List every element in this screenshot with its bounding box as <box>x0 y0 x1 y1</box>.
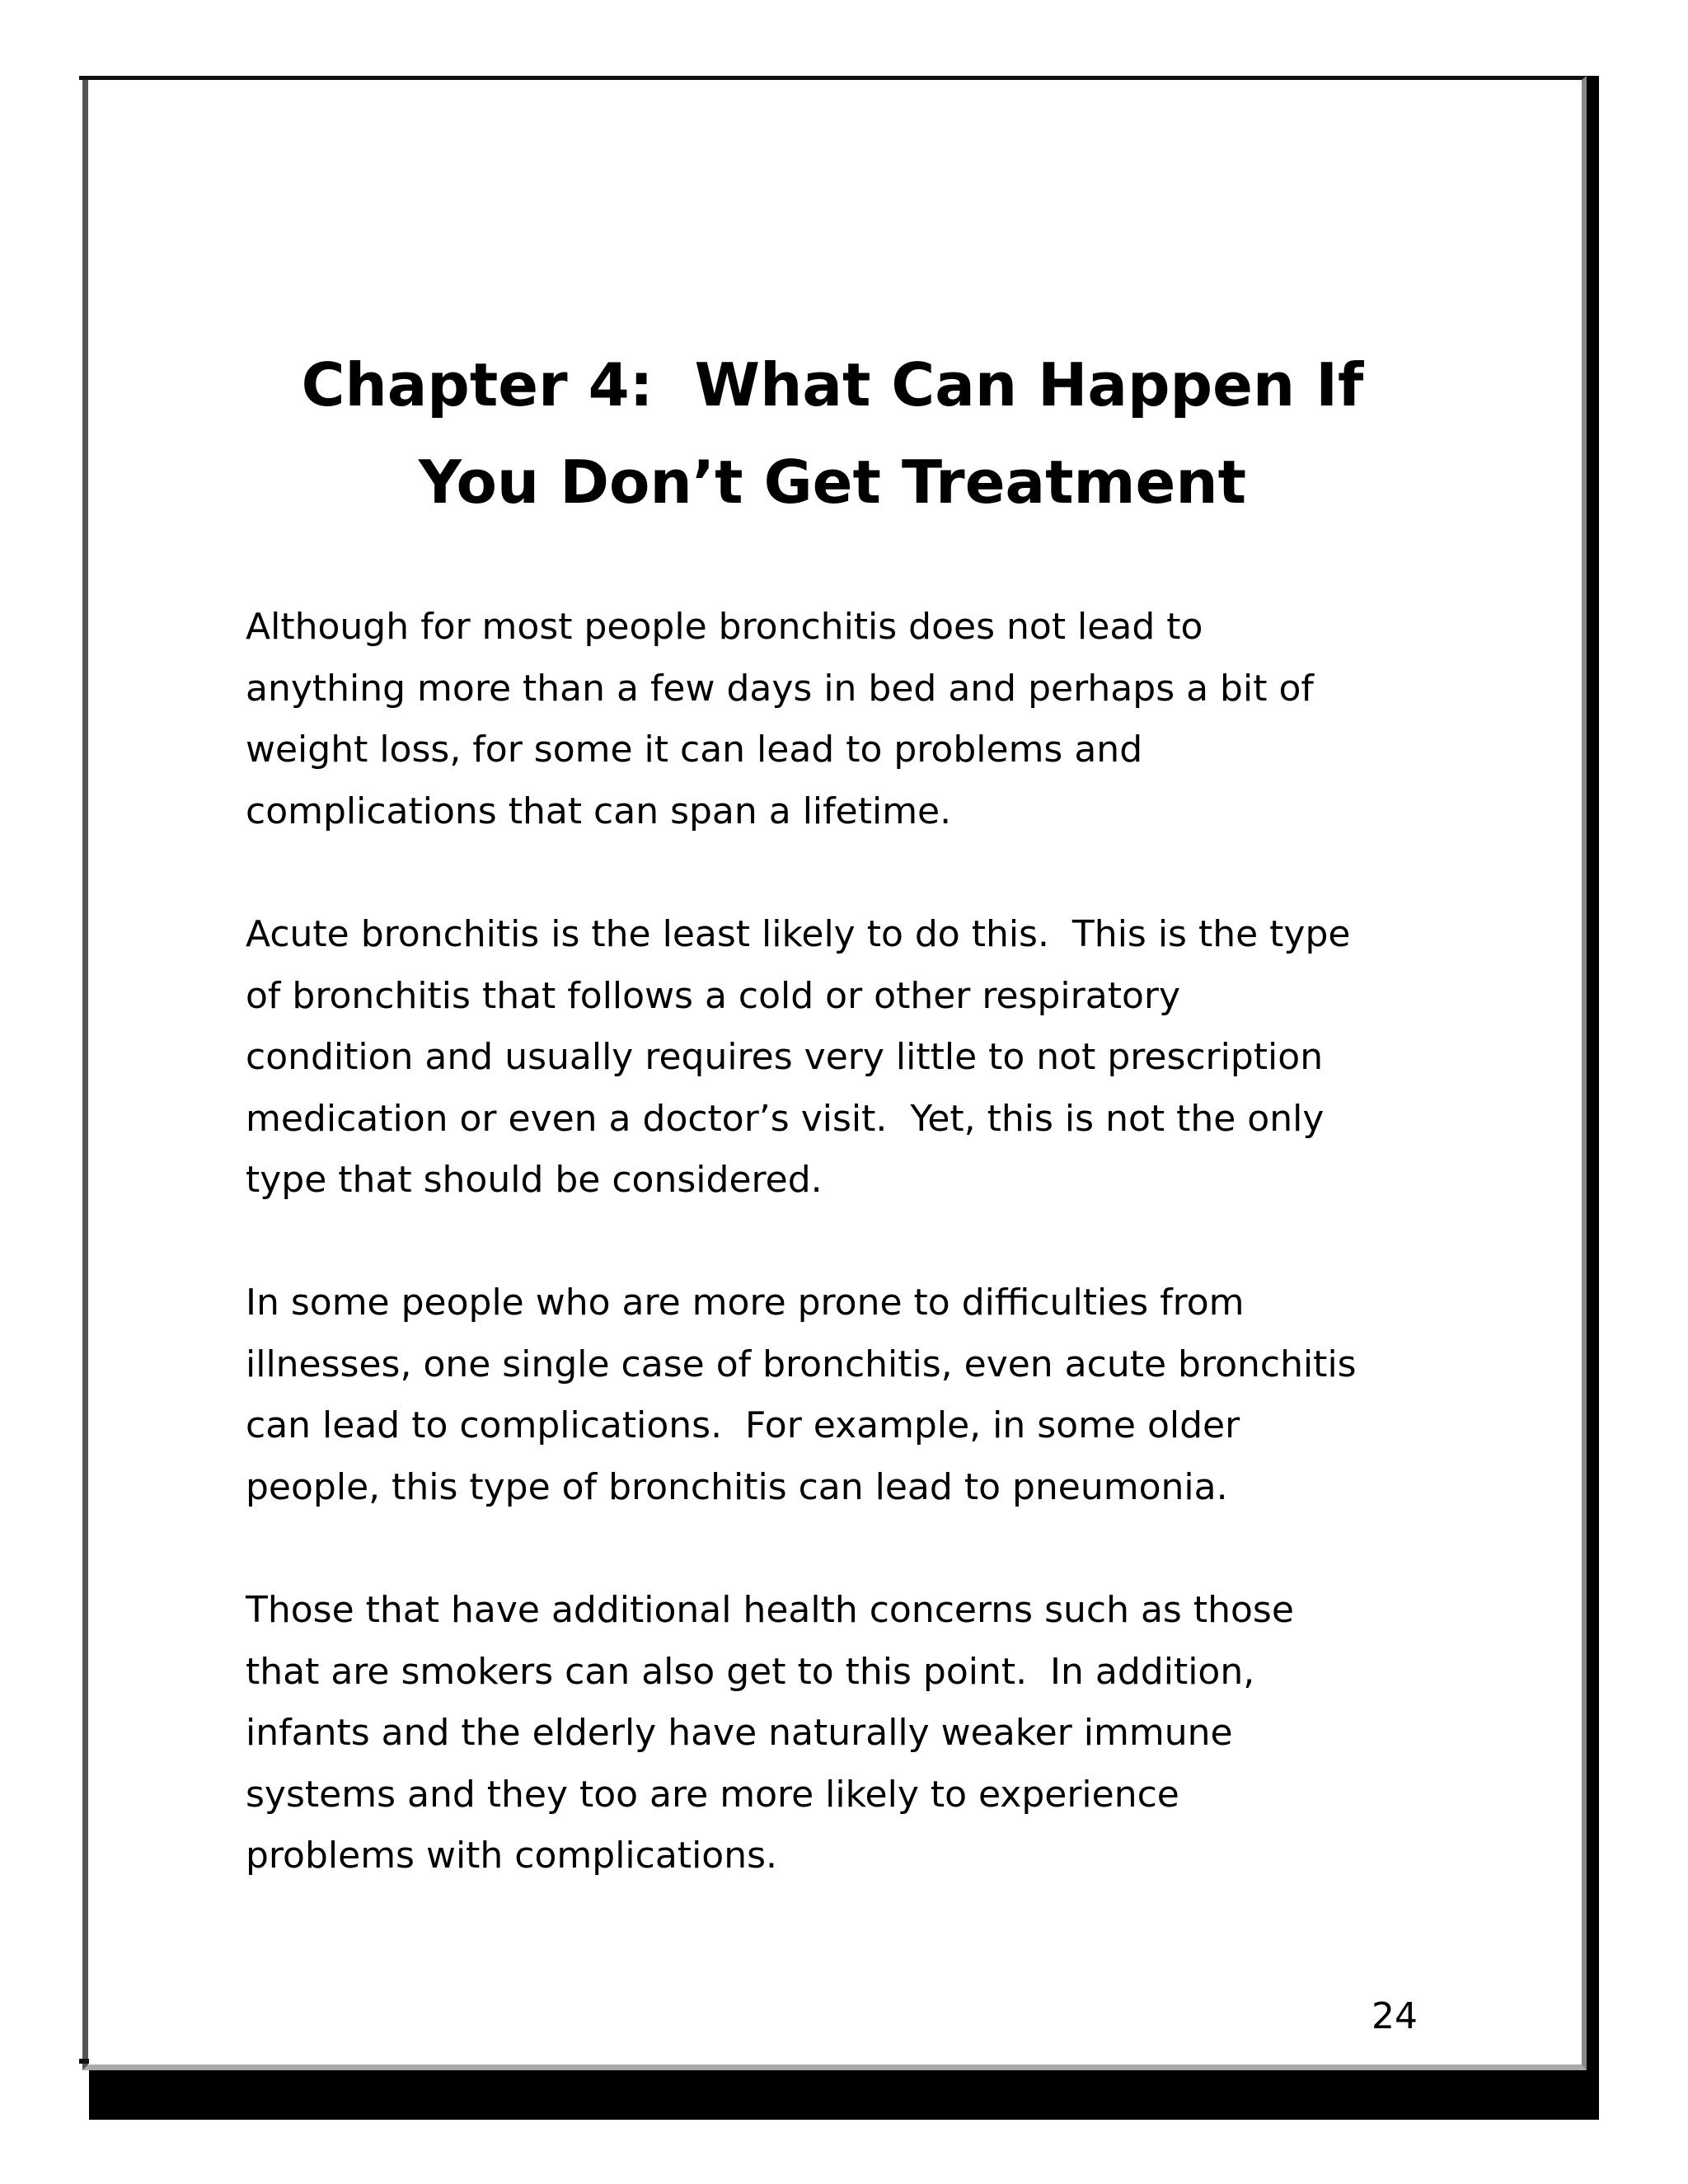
text-line: that are smokers can also get to this point. In addition, <box>246 1650 1255 1693</box>
text-line: anything more than a few days in bed and perhaps a bit of <box>246 667 1314 710</box>
page-number: 24 <box>1372 1995 1418 2037</box>
frame-corner-bottom-left <box>79 2059 89 2064</box>
text-line: type that should be considered. <box>246 1159 823 1201</box>
text-line: medication or even a doctor’s visit. Yet, this is not the only <box>246 1097 1325 1140</box>
text-line: weight loss, for some it can lead to problems and <box>246 729 1143 771</box>
paragraph-4 <box>246 1580 1432 1887</box>
text-line: Those that have additional health concerns such as those <box>246 1589 1294 1631</box>
text-line: illnesses, one single case of bronchitis, even acute bronchitis <box>246 1343 1357 1385</box>
paragraph-3 <box>246 1272 1432 1518</box>
chapter-title-line: Chapter 4: What Can Happen If <box>301 350 1364 419</box>
text-line: problems with complications. <box>246 1835 778 1877</box>
paragraph-1 <box>246 597 1432 842</box>
text-line: people, this type of bronchitis can lead to pneumonia. <box>246 1465 1228 1508</box>
text-line: infants and the elderly have naturally weaker immune <box>246 1712 1233 1754</box>
text-line: Acute bronchitis is the least likely to do this. This is the type <box>246 913 1351 955</box>
paragraph-2 <box>246 904 1432 1212</box>
chapter-title <box>247 336 1418 531</box>
text-line: can lead to complications. For example, in some older <box>246 1404 1240 1446</box>
chapter-title-line: You Don’t Get Treatment <box>418 448 1247 517</box>
text-line: Although for most people bronchitis does not lead to <box>246 606 1203 648</box>
text-line: of bronchitis that follows a cold or other respiratory <box>246 974 1180 1017</box>
frame-corner-top-left <box>79 76 87 80</box>
text-line: In some people who are more prone to difficulties from <box>246 1282 1245 1324</box>
text-line: systems and they too are more likely to experience <box>246 1773 1179 1816</box>
text-line: condition and usually requires very little to not prescription <box>246 1036 1324 1078</box>
text-line: complications that can span a lifetime. <box>246 790 952 832</box>
